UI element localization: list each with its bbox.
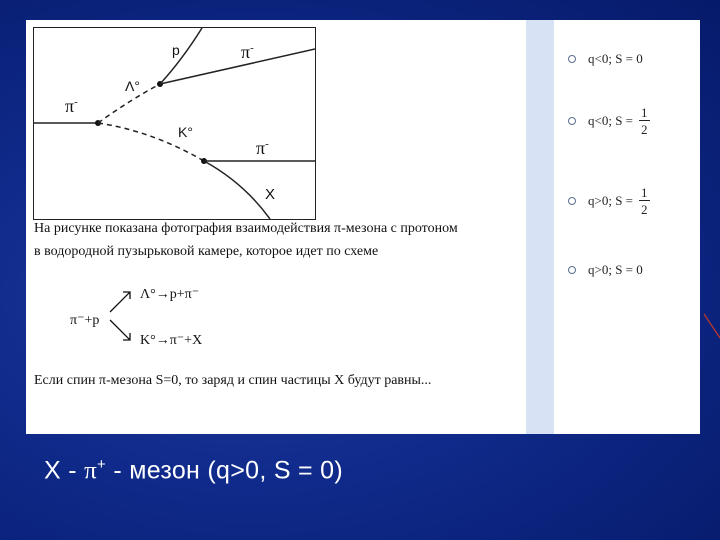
radio-icon[interactable] bbox=[568, 197, 576, 205]
answer-option-2[interactable] bbox=[568, 106, 650, 136]
option-2-text: q<0; S = bbox=[588, 113, 634, 128]
fraction-denominator: 2 bbox=[641, 122, 648, 137]
reaction-scheme bbox=[60, 280, 230, 356]
scheme-arrow-up bbox=[110, 292, 130, 312]
question-line-3: Если спин π-мезона S=0, то заряд и спин частицы X будут равны... bbox=[34, 373, 432, 388]
label-pi-minus-bottom: π- bbox=[256, 138, 269, 158]
label-lambda: Λ° bbox=[125, 78, 140, 94]
label-x: X bbox=[265, 186, 276, 203]
x-particle-track bbox=[204, 161, 270, 219]
fraction-denominator: 2 bbox=[641, 202, 648, 217]
radio-icon[interactable] bbox=[568, 266, 576, 274]
label-k-zero: K° bbox=[178, 124, 193, 140]
answer-option-3[interactable] bbox=[568, 186, 650, 216]
answer-caption: X - π+ - мезон (q>0, S = 0) bbox=[44, 456, 344, 485]
radio-icon[interactable] bbox=[568, 55, 576, 63]
option-3-fraction bbox=[639, 186, 650, 216]
options-strip bbox=[526, 20, 554, 434]
bubble-chamber-diagram bbox=[33, 27, 316, 220]
fraction-numerator: 1 bbox=[641, 105, 648, 120]
radio-icon[interactable] bbox=[568, 117, 576, 125]
question-line-1: На рисунке показана фотография взаимодействия π-мезона с протоном bbox=[34, 221, 458, 236]
option-2-fraction bbox=[639, 106, 650, 136]
fraction-numerator: 1 bbox=[641, 185, 648, 200]
option-1-text: q<0; S = 0 bbox=[588, 51, 643, 66]
pi-minus-lambda-track bbox=[160, 49, 315, 84]
label-proton: p bbox=[172, 42, 180, 58]
scheme-bottom: K°→π⁻+X bbox=[140, 333, 203, 348]
scheme-top: Λ°→p+π⁻ bbox=[140, 287, 200, 302]
answer-option-1[interactable] bbox=[568, 51, 643, 67]
label-pi-minus-top: π- bbox=[241, 42, 254, 62]
option-4-text: q>0; S = 0 bbox=[588, 262, 643, 277]
answer-option-4[interactable] bbox=[568, 262, 643, 278]
scheme-left: π⁻+p bbox=[70, 313, 100, 328]
edge-decoration bbox=[702, 312, 720, 342]
scheme-arrow-down bbox=[110, 320, 130, 340]
question-line-2: в водородной пузырьковой камере, которое идет по схеме bbox=[34, 244, 379, 259]
label-pi-minus-left: π- bbox=[65, 96, 78, 116]
option-3-text: q>0; S = bbox=[588, 193, 634, 208]
